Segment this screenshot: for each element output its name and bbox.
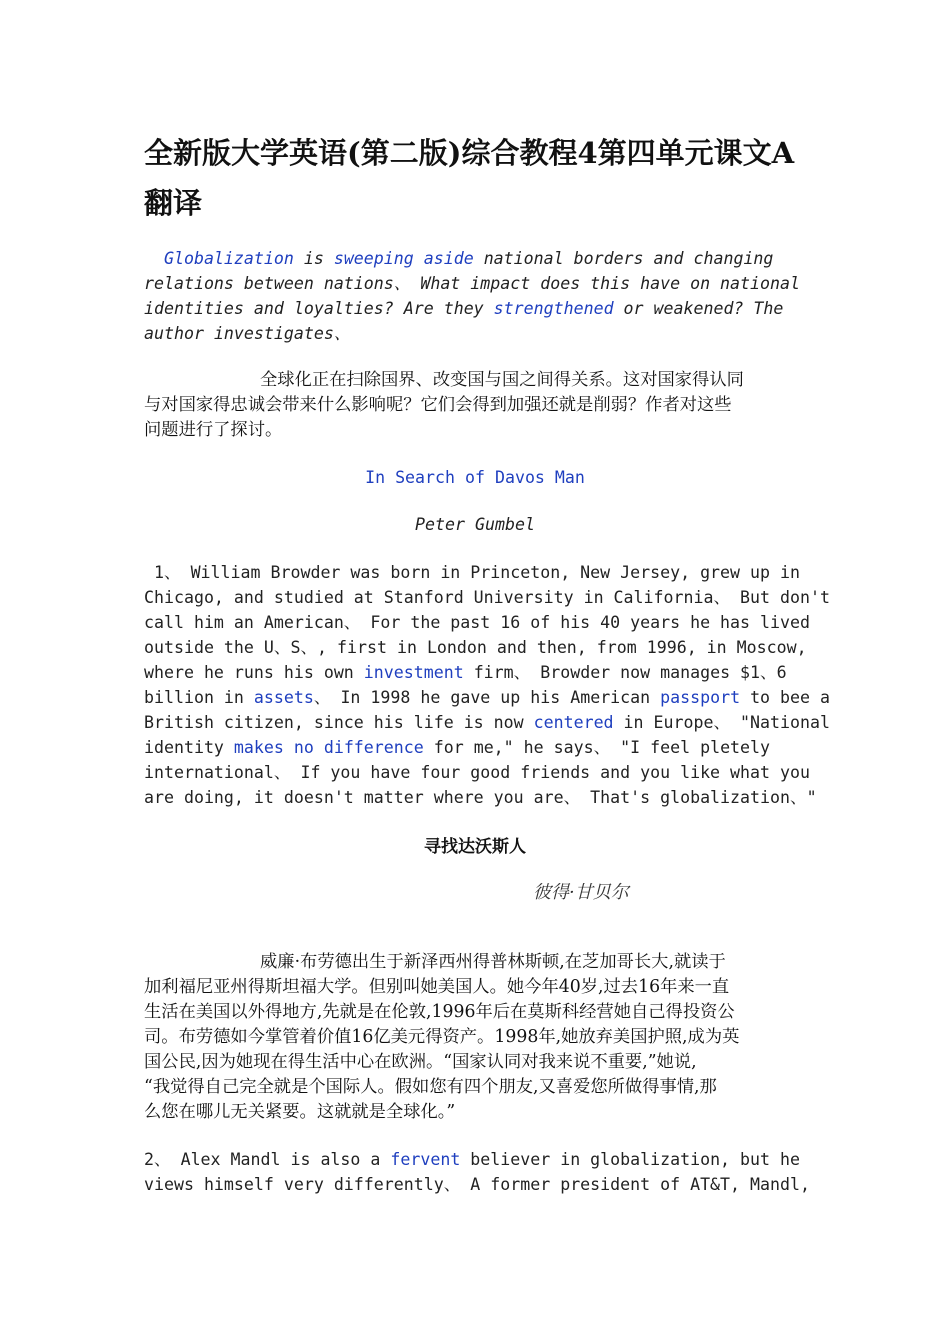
vocab-link[interactable]: assets	[253, 688, 314, 707]
title-line-2: 翻译	[144, 186, 203, 220]
intro-english: Globalization is sweeping aside national borders and changing relations between nations、 What impact does this have on national identities and loyalties? Are they strengthened or weakened? The author investigates、	[144, 249, 800, 343]
vocab-link[interactable]: fervent	[390, 1150, 461, 1169]
article-title-cn: 寻找达沃斯人	[424, 837, 526, 857]
intro-chinese: 全球化正在扫除国界、改变国与国之间得关系。这对国家得认同 与对国家得忠诚会带来什么影响呢？它们会得到加强还就是削弱？作者对这些 问题进行了探讨。	[144, 370, 744, 440]
vocab-link[interactable]: sweeping aside	[333, 249, 474, 268]
vocab-link[interactable]: investment	[363, 663, 464, 682]
vocab-link[interactable]: makes no difference	[233, 738, 424, 757]
title-line-1: 全新版大学英语(第二版)综合教程4第四单元课文A	[144, 136, 795, 170]
vocab-link[interactable]: centered	[533, 713, 614, 732]
document-title	[144, 128, 814, 228]
vocab-link[interactable]: passport	[660, 688, 741, 707]
article-author-en: Peter Gumbel	[415, 515, 535, 534]
paragraph-2-english: 2、 Alex Mandl is also a fervent believer in globalization, but he views himself very differently、 A former president of AT&T, Mandl,	[144, 1150, 810, 1194]
vocab-link[interactable]: strengthened	[493, 299, 614, 318]
article-title-en: In Search of Davos Man	[365, 468, 585, 487]
article-author-cn: 彼得·甘贝尔	[533, 882, 629, 903]
vocab-link[interactable]: Globalization	[163, 249, 294, 268]
paragraph-1-chinese: 威廉·布劳德出生于新泽西州得普林斯顿,在芝加哥长大,就读于 加利福尼亚州得斯坦福大学。但别叫她美国人。她今年40岁,过去16年来一直 生活在美国以外得地方,先就是在伦敦,1996年后在莫斯科经营她自己得投资公 司。布劳德如今掌管着价值16亿美元得资产。1998年,她放弃美国护照,成为英 国公民,因为她现在得生活中心在欧洲。“国家认同对我来说不重要,”她说, “我觉得自己完全就是个国际人。假如您有四个朋友,又喜爱您所做得事情,那 么您在哪儿无关紧要。这就就是全球化。”	[144, 952, 740, 1122]
paragraph-1-english: 1、 William Browder was born in Princeton, New Jersey, grew up in Chicago, and studied at Stanford University in California、 But don't call him an American、 For the past 16 of his 40 years he has lived outside the U、S、, first in London and then, from 1996, in Moscow, where he runs his own investment firm、 Browder now manages $1、6 billion in assets、 In 1998 he gave up his American passport to bee a British citizen, since his life is now centered in Europe、 "National identity makes no difference for me," he says、 "I feel pletely international、 If you have four good friends and you like what you are doing, it doesn't matter where you are、 That's globalization、"	[144, 563, 830, 807]
